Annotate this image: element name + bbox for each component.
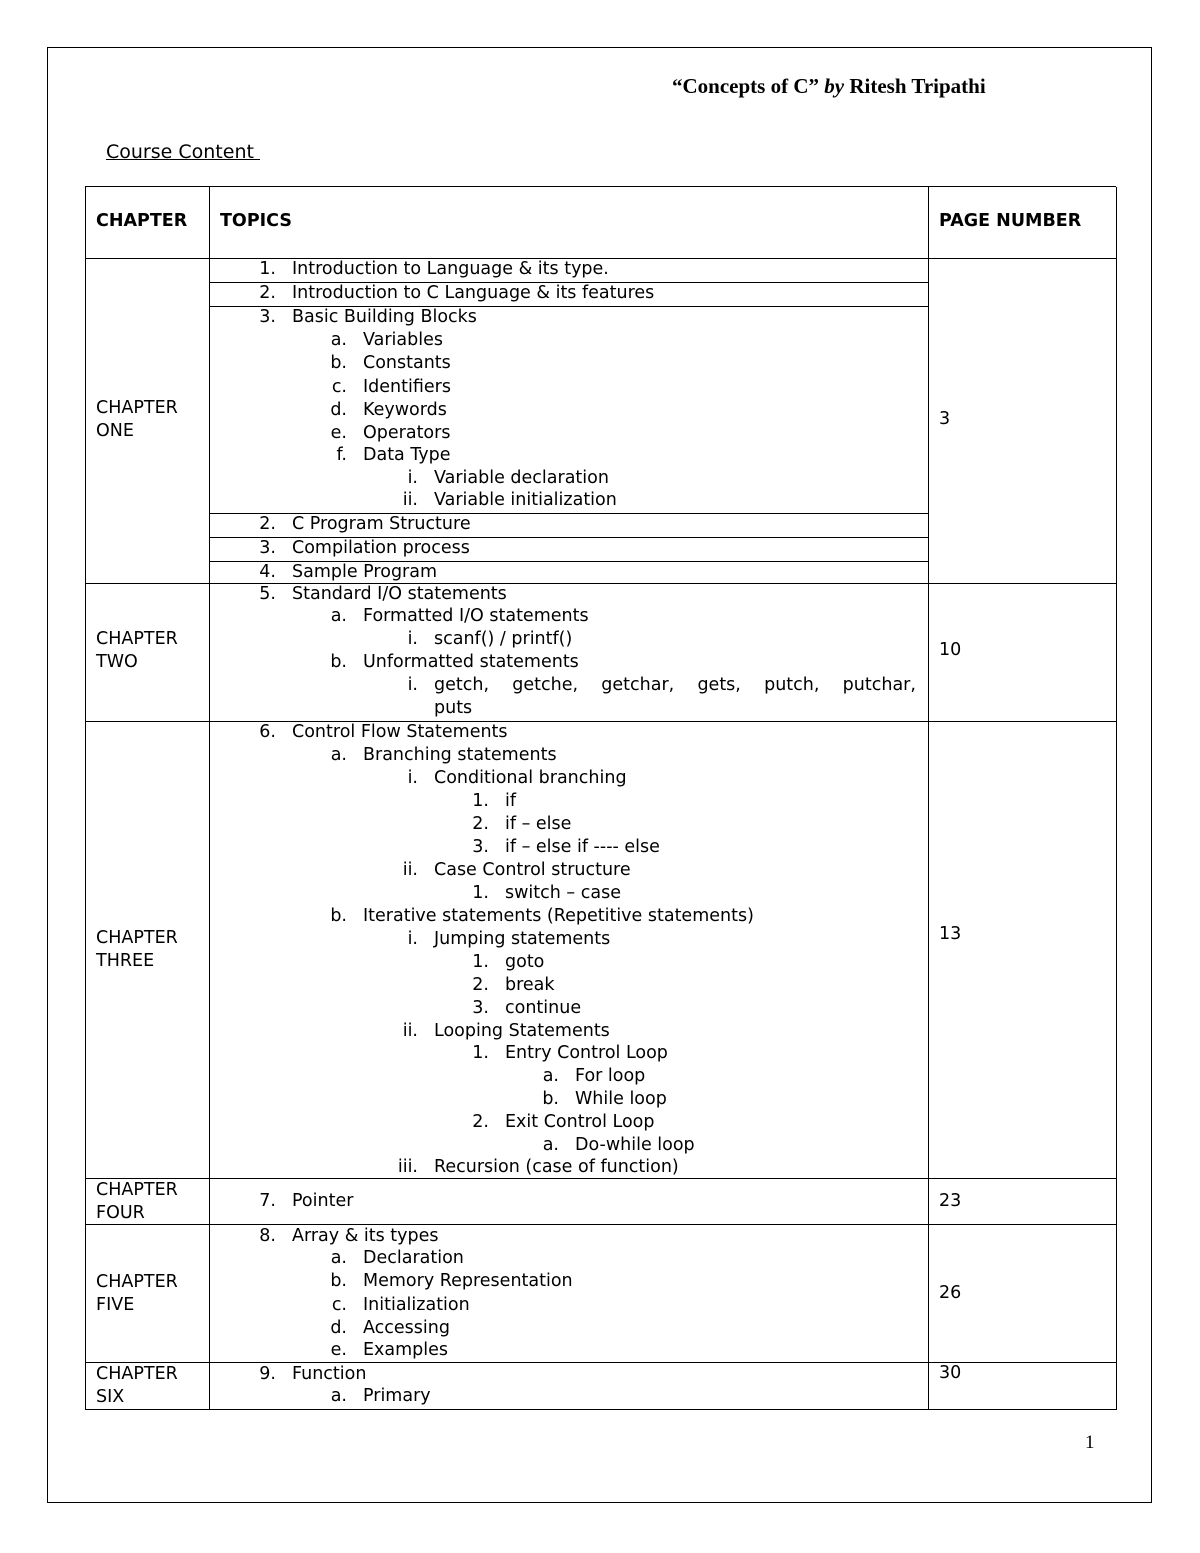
topic-line <box>330 744 557 767</box>
chapter-label: CHAPTER <box>96 1180 178 1200</box>
table-row-chapter-one <box>86 259 1117 584</box>
topic-cell <box>210 538 929 562</box>
list-marker: 6. <box>259 722 276 742</box>
topic-text: Examples <box>363 1340 449 1360</box>
chapter-number: SIX <box>96 1387 125 1407</box>
list-marker: 8. <box>259 1226 276 1246</box>
topic-line <box>402 1020 610 1043</box>
topic-line <box>331 376 451 399</box>
topic-text: Introduction to Language & its type. <box>292 259 609 279</box>
topic-line <box>259 1190 354 1213</box>
list-marker: i. <box>407 675 418 695</box>
topic-text: Exit Control Loop <box>505 1112 655 1132</box>
course-content-table <box>85 186 1116 1410</box>
list-marker: b. <box>330 906 347 926</box>
topic-text: puts <box>434 698 473 718</box>
topic-line <box>407 767 627 790</box>
list-marker: i. <box>407 768 418 788</box>
topic-word: getche, <box>512 675 579 695</box>
topic-text: Compilation process <box>292 538 470 558</box>
topic-text: Do-while loop <box>575 1135 695 1155</box>
topic-line <box>259 561 438 584</box>
topic-line <box>330 1247 464 1270</box>
list-marker: ii. <box>402 490 418 510</box>
topic-line <box>330 1317 450 1340</box>
list-marker: i. <box>407 929 418 949</box>
list-marker: c. <box>331 1295 347 1315</box>
list-marker: 3. <box>259 307 276 327</box>
chapter-label: CHAPTER <box>96 398 178 418</box>
topic-text: Keywords <box>363 400 447 420</box>
topic-cell <box>210 259 929 283</box>
topic-text: Case Control structure <box>434 860 631 880</box>
topic-line <box>330 399 447 422</box>
topic-cell <box>210 283 929 307</box>
list-marker: f. <box>336 445 347 465</box>
topic-text: Array & its types <box>292 1226 439 1246</box>
chapter-number: FIVE <box>96 1295 135 1315</box>
topic-text: Function <box>292 1364 367 1384</box>
topic-text: if <box>505 791 517 811</box>
topic-word: putchar, <box>842 675 916 695</box>
topic-text: Primary <box>363 1386 431 1406</box>
topic-text: Identifiers <box>363 377 451 397</box>
topic-text: scanf() / printf() <box>434 629 573 649</box>
list-marker: a. <box>542 1135 559 1155</box>
list-marker: 3. <box>472 837 489 857</box>
list-marker: ii. <box>402 860 418 880</box>
table-row-chapter-four <box>86 1179 1117 1225</box>
chapter-number: THREE <box>96 951 155 971</box>
topic-line <box>330 1270 573 1293</box>
topic-text: Introduction to C Language & its features <box>292 283 655 303</box>
topic-cell <box>210 514 929 538</box>
chapter-page-number: 30 <box>939 1363 962 1383</box>
list-marker: a. <box>330 1386 347 1406</box>
chapter-page-number: 23 <box>939 1191 962 1211</box>
list-marker: b. <box>330 1271 347 1291</box>
topic-text: Accessing <box>363 1318 450 1338</box>
topic-line <box>259 721 508 744</box>
topic-line <box>336 444 451 467</box>
topic-line <box>407 928 611 951</box>
topic-line <box>259 1363 367 1386</box>
chapter-name <box>96 397 178 443</box>
topic-line <box>330 1385 431 1408</box>
list-marker: 9. <box>259 1364 276 1384</box>
topic-text: break <box>505 975 555 995</box>
list-marker: b. <box>330 353 347 373</box>
topic-text: Declaration <box>363 1248 464 1268</box>
header-topics: TOPICS <box>220 211 292 231</box>
list-marker: 1. <box>259 259 276 279</box>
chapter-label: CHAPTER <box>96 629 178 649</box>
list-marker: a. <box>330 606 347 626</box>
topic-line <box>397 1156 679 1179</box>
chapter-number: ONE <box>96 421 134 441</box>
chapter-name <box>96 1363 178 1409</box>
topic-line <box>407 674 916 697</box>
topic-line <box>472 951 545 974</box>
chapter-page-number: 3 <box>939 409 951 429</box>
course-content-heading: Course Content <box>106 141 260 163</box>
list-marker: ii. <box>402 1021 418 1041</box>
list-marker: 5. <box>259 584 276 604</box>
list-marker: 2. <box>472 975 489 995</box>
topic-text: Initialization <box>363 1295 470 1315</box>
list-marker: 3. <box>259 538 276 558</box>
list-marker: 2. <box>472 1112 489 1132</box>
chapter-name <box>96 1271 178 1317</box>
topic-text: Looping Statements <box>434 1021 610 1041</box>
table-header-row <box>86 187 1117 259</box>
topic-line <box>330 905 754 928</box>
book-title <box>672 74 986 99</box>
list-marker: e. <box>330 1340 347 1360</box>
topic-text: Memory Representation <box>363 1271 573 1291</box>
list-marker: 2. <box>472 814 489 834</box>
topic-text: Conditional branching <box>434 768 627 788</box>
topic-text: Operators <box>363 423 451 443</box>
table-row-chapter-six <box>86 1363 1117 1410</box>
topic-cell <box>210 307 929 514</box>
book-title-name: “Concepts of C” <box>672 74 819 98</box>
list-marker: i. <box>407 468 418 488</box>
topic-line <box>331 1294 470 1317</box>
topic-text: Unformatted statements <box>363 652 579 672</box>
topic-text: Constants <box>363 353 451 373</box>
topic-line <box>402 859 631 882</box>
topic-text: Iterative statements (Repetitive statements) <box>363 906 754 926</box>
topic-text: if – else if ---- else <box>505 837 660 857</box>
list-marker: 3. <box>472 998 489 1018</box>
chapter-label: CHAPTER <box>96 1272 178 1292</box>
topic-text: Basic Building Blocks <box>292 307 477 327</box>
list-marker: iii. <box>397 1157 418 1177</box>
topic-line <box>259 583 507 606</box>
topic-line <box>542 1088 667 1111</box>
page-number: 1 <box>1085 1432 1095 1453</box>
topic-text: For loop <box>575 1066 646 1086</box>
list-marker: i. <box>407 629 418 649</box>
topic-text: Jumping statements <box>434 929 611 949</box>
topic-line <box>472 813 572 836</box>
chapter-name <box>96 628 178 674</box>
topic-line <box>259 513 471 536</box>
list-marker: 1. <box>472 883 489 903</box>
chapter-label: CHAPTER <box>96 1364 178 1384</box>
topic-text: Control Flow Statements <box>292 722 508 742</box>
list-marker: 7. <box>259 1191 276 1211</box>
topic-line <box>472 836 660 859</box>
topic-line <box>259 537 470 560</box>
list-marker: a. <box>542 1066 559 1086</box>
topic-word: putch, <box>764 675 820 695</box>
header-chapter: CHAPTER <box>96 211 188 231</box>
table-row-chapter-three <box>86 722 1117 1179</box>
topic-line <box>330 329 443 352</box>
topic-line <box>259 1225 439 1248</box>
chapter-name <box>96 1179 178 1225</box>
topic-word: getchar, <box>601 675 675 695</box>
topic-text: Entry Control Loop <box>505 1043 668 1063</box>
topic-text: Data Type <box>363 445 451 465</box>
topic-text: Variable declaration <box>434 468 609 488</box>
topic-text <box>434 674 916 697</box>
topic-line <box>330 605 589 628</box>
list-marker: 4. <box>259 562 276 582</box>
list-marker: 1. <box>472 791 489 811</box>
topic-line <box>330 1339 449 1362</box>
topic-text: C Program Structure <box>292 514 471 534</box>
topic-line <box>402 489 617 512</box>
topic-text: Sample Program <box>292 562 438 582</box>
list-marker: d. <box>330 1318 347 1338</box>
list-marker: 2. <box>259 514 276 534</box>
book-author: Ritesh Tripathi <box>849 74 986 98</box>
topic-line <box>330 352 451 375</box>
topic-text: Branching statements <box>363 745 557 765</box>
header-page-number: PAGE NUMBER <box>939 211 1082 231</box>
list-marker: c. <box>331 377 347 397</box>
topic-word: gets, <box>697 675 741 695</box>
topic-text: goto <box>505 952 545 972</box>
chapter-page-number: 10 <box>939 640 962 660</box>
chapter-label: CHAPTER <box>96 928 178 948</box>
list-marker: b. <box>542 1089 559 1109</box>
chapter-number: TWO <box>96 652 138 672</box>
topic-line <box>542 1065 646 1088</box>
topic-line <box>330 422 451 445</box>
topic-line <box>472 997 582 1020</box>
topic-text: Variables <box>363 330 443 350</box>
topic-text: switch – case <box>505 883 621 903</box>
topic-text: While loop <box>575 1089 667 1109</box>
list-marker: 1. <box>472 952 489 972</box>
list-marker: 1. <box>472 1043 489 1063</box>
table-row-chapter-five <box>86 1225 1117 1363</box>
topic-line <box>407 628 573 651</box>
list-marker: a. <box>330 330 347 350</box>
chapter-page-number: 13 <box>939 924 962 944</box>
list-marker: e. <box>330 423 347 443</box>
chapter-number: FOUR <box>96 1203 145 1223</box>
book-title-by: by <box>824 74 845 98</box>
topic-line <box>472 1042 668 1065</box>
topic-cell <box>210 562 929 584</box>
list-marker: b. <box>330 652 347 672</box>
topic-text: Variable initialization <box>434 490 617 510</box>
topic-line <box>472 790 517 813</box>
topic-line <box>472 1111 655 1134</box>
topic-line <box>330 651 579 674</box>
topic-line <box>472 974 555 997</box>
topic-text: Formatted I/O statements <box>363 606 589 626</box>
topic-line <box>542 1134 695 1157</box>
list-marker: d. <box>330 400 347 420</box>
topic-line <box>259 306 477 329</box>
topic-text: if – else <box>505 814 572 834</box>
table-row-chapter-two <box>86 584 1117 722</box>
list-marker: 2. <box>259 283 276 303</box>
list-marker: a. <box>330 1248 347 1268</box>
topic-line <box>259 258 609 281</box>
topic-text: Standard I/O statements <box>292 584 507 604</box>
list-marker: a. <box>330 745 347 765</box>
topic-line <box>472 882 621 905</box>
topic-word: getch, <box>434 675 490 695</box>
chapter-page-number: 26 <box>939 1283 962 1303</box>
topic-line <box>434 697 472 720</box>
topic-text: continue <box>505 998 582 1018</box>
chapter-name <box>96 927 178 973</box>
topic-line <box>407 467 609 490</box>
topic-text: Recursion (case of function) <box>434 1157 679 1177</box>
topic-text: Pointer <box>292 1191 354 1211</box>
topic-line <box>259 282 655 305</box>
